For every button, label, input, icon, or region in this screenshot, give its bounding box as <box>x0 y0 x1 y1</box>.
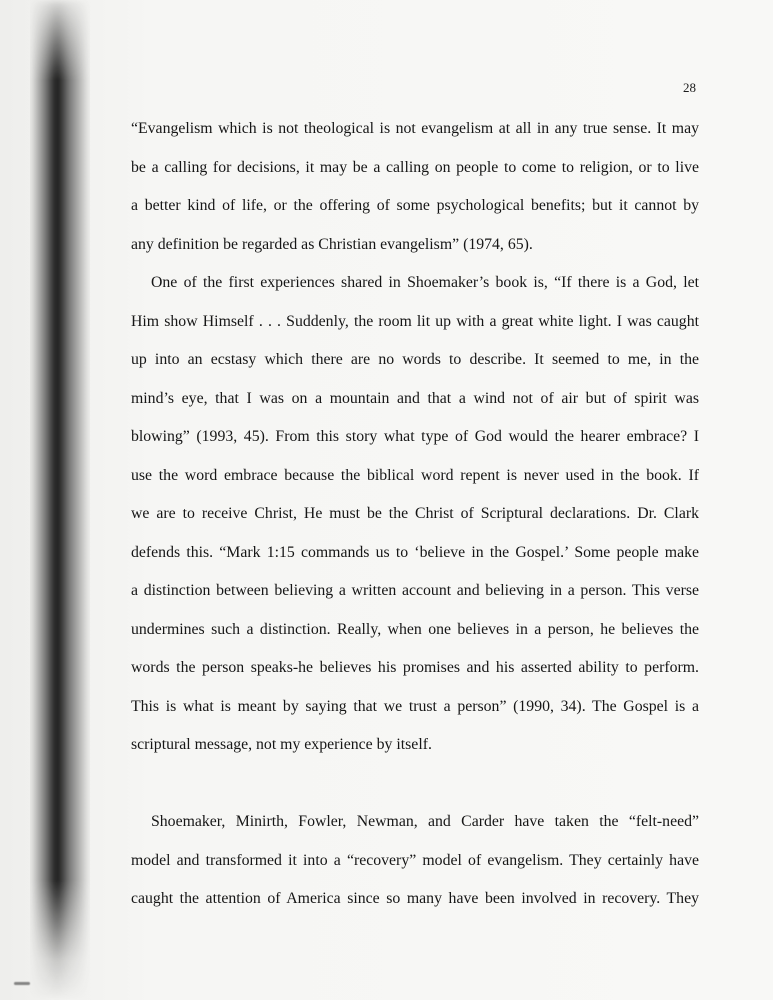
page-number: 28 <box>683 80 696 95</box>
text-line: One of the first experiences shared in Shoemaker’s book is, “If there is a God, let <box>151 274 699 291</box>
text-line: This is what is meant by saying that we trust a person” (1990, 34). The Gospel is a <box>131 697 699 715</box>
paragraph-2 <box>131 271 699 772</box>
text-line: words the person speaks-he believes his promises and his asserted ability to perform. <box>131 659 699 676</box>
text-line: “Evangelism which is not theological is not evangelism at all in any true sense. It may <box>131 120 699 137</box>
text-line: undermines such a distinction. Really, when one believes in a person, he believes the <box>131 620 699 638</box>
text-line: mind’s eye, that I was on a mountain and that a wind not of air but of spirit was <box>131 389 699 407</box>
text-line: be a calling for decisions, it may be a calling on people to come to religion, or to live <box>131 158 699 176</box>
binding-shadow <box>30 0 90 1000</box>
text-line: any definition be regarded as Christian evangelism” (1974, 65). <box>131 235 533 253</box>
text-line: use the word embrace because the biblical word repent is never used in the book. If <box>131 466 699 484</box>
text-line: defends this. “Mark 1:15 commands us to ‘believe in the Gospel.’ Some people make <box>131 543 699 561</box>
paragraph-3 <box>131 810 699 926</box>
text-line: Shoemaker, Minirth, Fowler, Newman, and Carder have taken the “felt-need” <box>151 813 699 830</box>
text-line: up into an ecstasy which there are no words to describe. It seemed to me, in the <box>131 351 699 368</box>
paragraph-1 <box>131 117 699 271</box>
body-text <box>131 117 699 926</box>
text-line: we are to receive Christ, He must be the Christ of Scriptural declarations. Dr. Clark <box>131 505 699 522</box>
text-line: a better kind of life, or the offering of some psychological benefits; but it cannot by <box>131 197 699 214</box>
text-line: scriptural message, not my experience by itself. <box>131 736 432 753</box>
scan-mark <box>14 982 30 985</box>
text-line: blowing” (1993, 45). From this story what type of God would the hearer embrace? I <box>131 428 699 445</box>
paragraph-gap <box>131 772 699 811</box>
text-line: caught the attention of America since so many have been involved in recovery. They <box>131 890 699 907</box>
text-line: Him show Himself . . . Suddenly, the room lit up with a great white light. I was caught <box>131 312 699 330</box>
text-line: a distinction between believing a written account and believing in a person. This verse <box>131 582 699 599</box>
text-line: model and transformed it into a “recovery” model of evangelism. They certainly have <box>131 851 699 869</box>
